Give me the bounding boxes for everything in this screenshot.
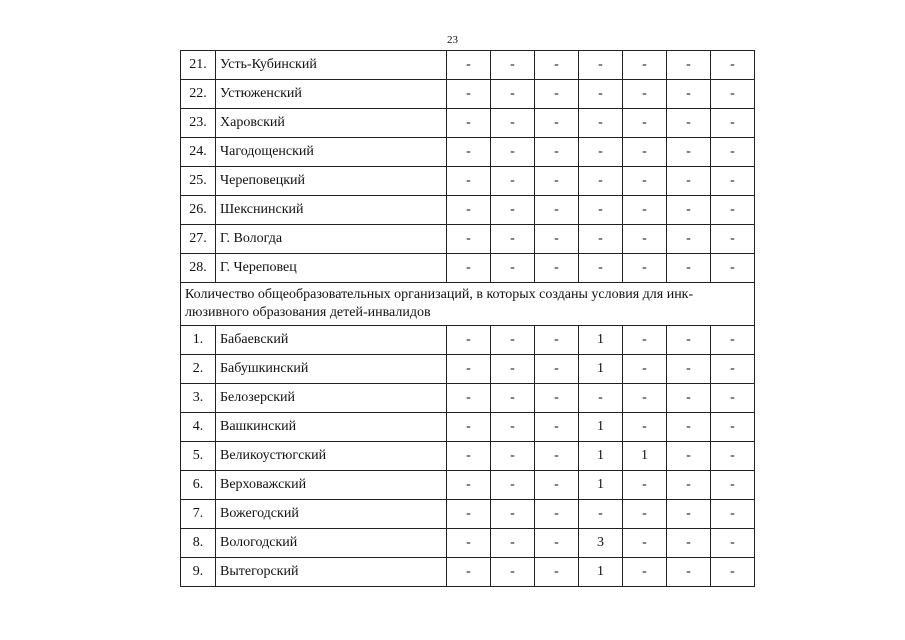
value-cell: -: [667, 384, 711, 413]
value-cell: -: [623, 384, 667, 413]
district-name: Шекснинский: [216, 196, 447, 225]
section-heading-row: [181, 283, 755, 326]
district-name: Череповецкий: [216, 167, 447, 196]
value-cell: -: [667, 413, 711, 442]
table-row: [181, 471, 755, 500]
value-cell: -: [535, 109, 579, 138]
district-name: Г. Череповец: [216, 254, 447, 283]
table-row: [181, 80, 755, 109]
value-cell: -: [667, 167, 711, 196]
value-cell: -: [579, 51, 623, 80]
value-cell: -: [579, 138, 623, 167]
value-cell: -: [491, 326, 535, 355]
table-row: [181, 529, 755, 558]
value-cell: -: [491, 442, 535, 471]
table-section-inclusive: [181, 326, 755, 587]
value-cell: -: [491, 167, 535, 196]
value-cell: -: [535, 196, 579, 225]
value-cell: -: [667, 51, 711, 80]
value-cell: -: [711, 80, 755, 109]
row-number: 23.: [181, 109, 216, 138]
value-cell: -: [447, 500, 491, 529]
table-row: [181, 355, 755, 384]
value-cell: -: [491, 558, 535, 587]
value-cell: -: [711, 529, 755, 558]
value-cell: -: [447, 138, 491, 167]
table-row: [181, 51, 755, 80]
value-cell: -: [667, 529, 711, 558]
table-row: [181, 196, 755, 225]
district-name: Белозерский: [216, 384, 447, 413]
district-name: Верховажский: [216, 471, 447, 500]
district-name: Вологодский: [216, 529, 447, 558]
table-row: [181, 384, 755, 413]
value-cell: -: [447, 326, 491, 355]
value-cell: -: [623, 138, 667, 167]
value-cell: -: [667, 196, 711, 225]
row-number: 21.: [181, 51, 216, 80]
table-row: [181, 109, 755, 138]
value-cell: -: [535, 558, 579, 587]
table-row: [181, 442, 755, 471]
value-cell: -: [447, 442, 491, 471]
value-cell: -: [711, 167, 755, 196]
value-cell: 1: [579, 558, 623, 587]
value-cell: -: [491, 80, 535, 109]
value-cell: -: [535, 500, 579, 529]
table-row: [181, 225, 755, 254]
value-cell: 3: [579, 529, 623, 558]
value-cell: -: [711, 471, 755, 500]
value-cell: -: [667, 109, 711, 138]
value-cell: -: [535, 80, 579, 109]
value-cell: 1: [623, 442, 667, 471]
row-number: 25.: [181, 167, 216, 196]
value-cell: -: [579, 196, 623, 225]
value-cell: -: [447, 355, 491, 384]
value-cell: -: [491, 384, 535, 413]
value-cell: -: [711, 109, 755, 138]
value-cell: -: [711, 254, 755, 283]
value-cell: -: [667, 471, 711, 500]
value-cell: -: [447, 225, 491, 254]
value-cell: -: [623, 500, 667, 529]
value-cell: -: [491, 500, 535, 529]
value-cell: -: [579, 109, 623, 138]
value-cell: -: [447, 471, 491, 500]
value-cell: -: [667, 355, 711, 384]
district-name: Бабушкинский: [216, 355, 447, 384]
value-cell: -: [535, 167, 579, 196]
value-cell: -: [491, 355, 535, 384]
value-cell: 1: [579, 471, 623, 500]
value-cell: -: [579, 384, 623, 413]
value-cell: -: [667, 558, 711, 587]
row-number: 2.: [181, 355, 216, 384]
value-cell: -: [711, 413, 755, 442]
value-cell: -: [667, 80, 711, 109]
value-cell: -: [711, 355, 755, 384]
value-cell: -: [491, 196, 535, 225]
value-cell: -: [667, 500, 711, 529]
row-number: 27.: [181, 225, 216, 254]
value-cell: -: [491, 109, 535, 138]
table-section-heading-group: [181, 283, 755, 326]
value-cell: -: [535, 384, 579, 413]
value-cell: -: [579, 225, 623, 254]
value-cell: -: [711, 326, 755, 355]
table-row: [181, 326, 755, 355]
district-name: Г. Вологда: [216, 225, 447, 254]
row-number: 24.: [181, 138, 216, 167]
district-name: Великоустюгский: [216, 442, 447, 471]
table-row: [181, 138, 755, 167]
value-cell: -: [623, 558, 667, 587]
value-cell: -: [535, 442, 579, 471]
table-section-districts: [181, 51, 755, 283]
value-cell: -: [535, 51, 579, 80]
value-cell: -: [711, 500, 755, 529]
value-cell: -: [623, 413, 667, 442]
table-row: [181, 413, 755, 442]
row-number: 8.: [181, 529, 216, 558]
table-row: [181, 500, 755, 529]
value-cell: -: [623, 225, 667, 254]
value-cell: -: [711, 225, 755, 254]
table-row: [181, 167, 755, 196]
value-cell: -: [623, 80, 667, 109]
district-name: Бабаевский: [216, 326, 447, 355]
value-cell: -: [711, 196, 755, 225]
row-number: 6.: [181, 471, 216, 500]
district-name: Харовский: [216, 109, 447, 138]
value-cell: -: [491, 51, 535, 80]
value-cell: -: [579, 500, 623, 529]
value-cell: -: [667, 254, 711, 283]
value-cell: -: [447, 558, 491, 587]
value-cell: 1: [579, 355, 623, 384]
value-cell: -: [535, 471, 579, 500]
value-cell: -: [711, 51, 755, 80]
district-name: Вожегодский: [216, 500, 447, 529]
section-heading: Количество общеобразовательных организаций, в которых созданы условия для инк-люзивного образования детей-инвалидов: [181, 283, 755, 326]
value-cell: -: [535, 138, 579, 167]
value-cell: -: [447, 254, 491, 283]
district-name: Чагодощенский: [216, 138, 447, 167]
value-cell: -: [447, 384, 491, 413]
value-cell: -: [579, 167, 623, 196]
value-cell: -: [535, 529, 579, 558]
value-cell: -: [535, 326, 579, 355]
value-cell: -: [623, 254, 667, 283]
value-cell: -: [535, 254, 579, 283]
value-cell: -: [667, 326, 711, 355]
value-cell: -: [447, 51, 491, 80]
district-name: Усть-Кубинский: [216, 51, 447, 80]
row-number: 28.: [181, 254, 216, 283]
value-cell: -: [623, 196, 667, 225]
page-number: 23: [447, 34, 458, 46]
row-number: 3.: [181, 384, 216, 413]
value-cell: -: [447, 413, 491, 442]
row-number: 22.: [181, 80, 216, 109]
value-cell: -: [447, 196, 491, 225]
value-cell: -: [491, 254, 535, 283]
row-number: 5.: [181, 442, 216, 471]
value-cell: -: [667, 138, 711, 167]
data-table: [180, 50, 755, 587]
row-number: 4.: [181, 413, 216, 442]
row-number: 1.: [181, 326, 216, 355]
table-row: [181, 558, 755, 587]
value-cell: -: [711, 558, 755, 587]
value-cell: -: [623, 529, 667, 558]
value-cell: -: [535, 355, 579, 384]
value-cell: -: [667, 225, 711, 254]
value-cell: 1: [579, 442, 623, 471]
value-cell: -: [447, 80, 491, 109]
row-number: 7.: [181, 500, 216, 529]
value-cell: -: [711, 384, 755, 413]
value-cell: -: [535, 225, 579, 254]
value-cell: -: [491, 471, 535, 500]
value-cell: -: [667, 442, 711, 471]
row-number: 9.: [181, 558, 216, 587]
value-cell: -: [447, 529, 491, 558]
value-cell: -: [447, 109, 491, 138]
table-row: [181, 254, 755, 283]
value-cell: -: [491, 225, 535, 254]
value-cell: -: [711, 442, 755, 471]
district-name: Вытегорский: [216, 558, 447, 587]
value-cell: -: [623, 471, 667, 500]
value-cell: -: [623, 355, 667, 384]
value-cell: -: [535, 413, 579, 442]
row-number: 26.: [181, 196, 216, 225]
value-cell: -: [447, 167, 491, 196]
value-cell: -: [623, 51, 667, 80]
value-cell: -: [711, 138, 755, 167]
value-cell: -: [491, 413, 535, 442]
value-cell: -: [579, 80, 623, 109]
value-cell: 1: [579, 326, 623, 355]
district-name: Устюженский: [216, 80, 447, 109]
value-cell: -: [623, 109, 667, 138]
value-cell: -: [623, 167, 667, 196]
value-cell: -: [491, 529, 535, 558]
value-cell: -: [579, 254, 623, 283]
district-name: Вашкинский: [216, 413, 447, 442]
value-cell: -: [491, 138, 535, 167]
value-cell: 1: [579, 413, 623, 442]
value-cell: -: [623, 326, 667, 355]
